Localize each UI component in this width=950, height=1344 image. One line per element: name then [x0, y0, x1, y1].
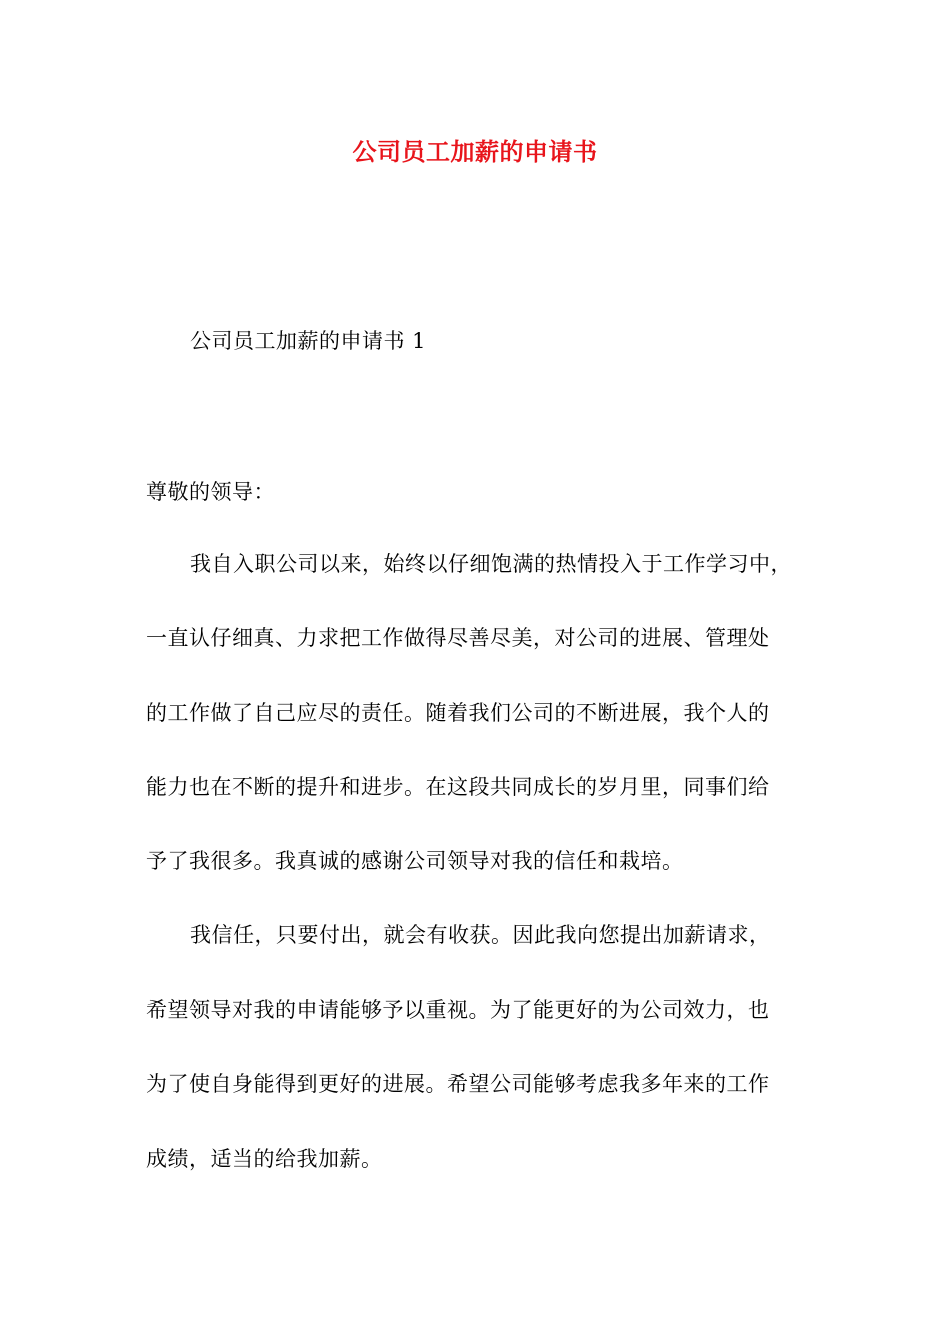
salutation: 尊敬的领导： [146, 480, 275, 504]
document-title: 公司员工加薪的申请书 [352, 137, 598, 166]
paragraph-2-line-2: 希望领导对我的申请能够予以重视。为了能更好的为公司效力，也 [146, 998, 770, 1022]
paragraph-2-line-3: 为了使自身能得到更好的进展。希望公司能够考虑我多年来的工作 [146, 1072, 770, 1096]
paragraph-1-line-1: 我自入职公司以来，始终以仔细饱满的热情投入于工作学习中， [190, 552, 792, 576]
paragraph-1-line-4: 能力也在不断的提升和进步。在这段共同成长的岁月里，同事们给 [146, 775, 770, 799]
paragraph-1-line-5: 予了我很多。我真诚的感谢公司领导对我的信任和栽培。 [146, 849, 684, 873]
section-heading: 公司员工加薪的申请书 1 [190, 329, 427, 353]
paragraph-1-line-2: 一直认仔细真、力求把工作做得尽善尽美，对公司的进展、管理处 [146, 626, 770, 650]
paragraph-2-line-4: 成绩，适当的给我加薪。 [146, 1147, 383, 1171]
paragraph-1-line-3: 的工作做了自己应尽的责任。随着我们公司的不断进展，我个人的 [146, 701, 770, 725]
paragraph-2-line-1: 我信任，只要付出，就会有收获。因此我向您提出加薪请求， [190, 923, 771, 947]
